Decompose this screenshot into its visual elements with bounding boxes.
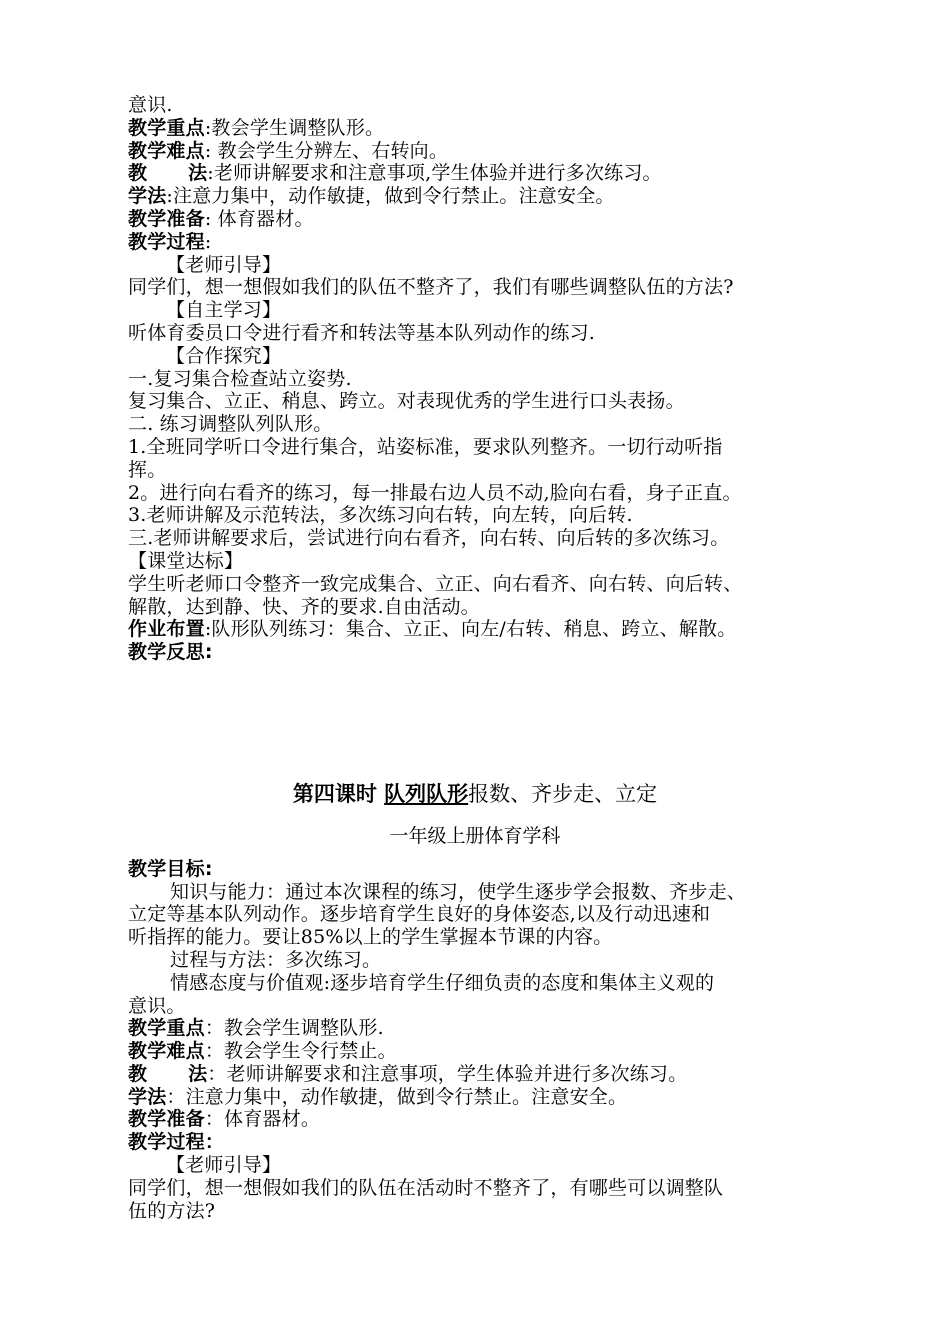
value: ：教会学生调整队形. — [204, 1017, 384, 1040]
label: 教学过程 — [128, 1131, 205, 1154]
label: 教学难点 — [128, 1040, 205, 1063]
title-topic: 队列队形 — [384, 781, 469, 806]
teaching-process — [128, 1131, 848, 1154]
text-line: 二. 练习调整队列队形。 — [128, 413, 333, 436]
teaching-process — [128, 231, 848, 254]
label: 教 法 — [128, 162, 208, 185]
value: : — [204, 641, 213, 664]
section-heading: 【老师引导】 — [166, 1154, 282, 1177]
value: :队形队列练习：集合、立正、向左/右转、稍息、跨立、解散。 — [204, 618, 737, 641]
label: 教学准备 — [128, 1108, 205, 1131]
value: :注意力集中，动作敏捷，做到令行禁止。注意安全。 — [166, 185, 615, 208]
title-subtopic: 报数、齐步走、立定 — [468, 781, 658, 806]
value: :老师讲解要求和注意事项,学生体验并进行多次练习。 — [207, 162, 662, 185]
text-line: 3.老师讲解及示范转法，多次练习向右转，向左转，向后转. — [128, 504, 633, 527]
text-line: 同学们，想一想假如我们的队伍在活动时不整齐了，有哪些可以调整队 — [128, 1176, 724, 1199]
homework — [128, 618, 848, 641]
text-line: 情感态度与价值观:逐步培育学生仔细负责的态度和集体主义观的 — [170, 971, 715, 994]
text-line: 过程与方法：多次练习。 — [170, 948, 382, 971]
document-page — [128, 94, 848, 1222]
text-line: 意识. — [128, 94, 173, 116]
value: ：教会学生令行禁止。 — [204, 1040, 397, 1063]
text-line: 解散，达到静、快、齐的要求.自由活动。 — [128, 595, 480, 618]
teaching-focus — [128, 1017, 848, 1040]
teaching-prep — [128, 1108, 848, 1131]
teaching-focus — [128, 117, 848, 140]
value: ：注意力集中，动作敏捷，做到令行禁止。注意安全。 — [166, 1085, 628, 1108]
text-line: 复习集合、立正、稍息、跨立。对表现优秀的学生进行口头表扬。 — [128, 390, 685, 413]
teaching-method — [128, 162, 848, 185]
text-line: 学生听老师口令整齐一致完成集合、立正、向右看齐、向右转、向后转、 — [128, 572, 743, 595]
study-method — [128, 185, 848, 208]
text-line: 立定等基本队列动作。逐步培育学生良好的身体姿态,以及行动迅速和 — [128, 903, 711, 926]
label: 学法 — [128, 185, 167, 208]
text-line: 听体育委员口令进行看齐和转法等基本队列动作的练习. — [128, 321, 596, 344]
text-line: 挥。 — [128, 458, 167, 481]
lesson-title — [0, 779, 950, 809]
section-heading: 【老师引导】 — [166, 253, 282, 276]
title-lesson-number: 第四课时 — [292, 781, 385, 806]
teaching-reflection — [128, 641, 848, 664]
value: : 教会学生分辨左、右转向。 — [204, 139, 449, 162]
text-line: 三.老师讲解要求后，尝试进行向右看齐，向右转、向后转的多次练习。 — [128, 527, 730, 550]
value: ： — [204, 1131, 225, 1154]
label: 学法 — [128, 1085, 167, 1108]
label: 教学重点 — [128, 116, 205, 139]
text-line: 2。进行向右看齐的练习，每一排最右边人员不动,脸向右看，身子正直。 — [128, 481, 742, 504]
teaching-method — [128, 1063, 848, 1086]
text-line: 听指挥的能力。要让85%以上的学生掌握本节课的内容。 — [128, 926, 613, 949]
teaching-goals — [128, 858, 848, 881]
label: 教学目标 — [128, 857, 205, 880]
section-heading: 【课堂达标】 — [128, 549, 244, 572]
value: : — [204, 857, 213, 880]
label: 作业布置 — [128, 618, 205, 641]
text-line: 1.全班同学听口令进行集合，站姿标准，要求队列整齐。一切行动听指 — [128, 435, 723, 458]
value: ：体育器材。 — [204, 1108, 321, 1131]
text-line: 意识。 — [128, 994, 186, 1017]
value: : 体育器材。 — [204, 207, 314, 230]
label: 教 法 — [128, 1062, 208, 1085]
teaching-difficulty — [128, 140, 848, 163]
value: :教会学生调整队形。 — [204, 116, 385, 139]
study-method — [128, 1086, 848, 1109]
text-line: 伍的方法? — [128, 1199, 216, 1222]
text-line: 同学们，想一想假如我们的队伍不整齐了，我们有哪些调整队伍的方法? — [128, 276, 734, 299]
label: 教学反思 — [128, 641, 205, 664]
section-heading: 【自主学习】 — [166, 299, 282, 322]
label: 教学准备 — [128, 207, 205, 230]
value: : — [204, 230, 212, 253]
text-line: 知识与能力：通过本次课程的练习，使学生逐步学会报数、齐步走、 — [170, 880, 747, 903]
text-line: 一.复习集合检查站立姿势. — [128, 367, 352, 390]
value: ：老师讲解要求和注意事项，学生体验并进行多次练习。 — [207, 1062, 688, 1085]
label: 教学过程 — [128, 230, 205, 253]
label: 教学重点 — [128, 1017, 205, 1040]
spacer — [128, 664, 848, 779]
label: 教学难点 — [128, 139, 205, 162]
teaching-difficulty — [128, 1040, 848, 1063]
teaching-prep — [128, 208, 848, 231]
subject-line: 一年级上册体育学科 — [389, 824, 561, 847]
section-heading: 【合作探究】 — [166, 344, 282, 367]
